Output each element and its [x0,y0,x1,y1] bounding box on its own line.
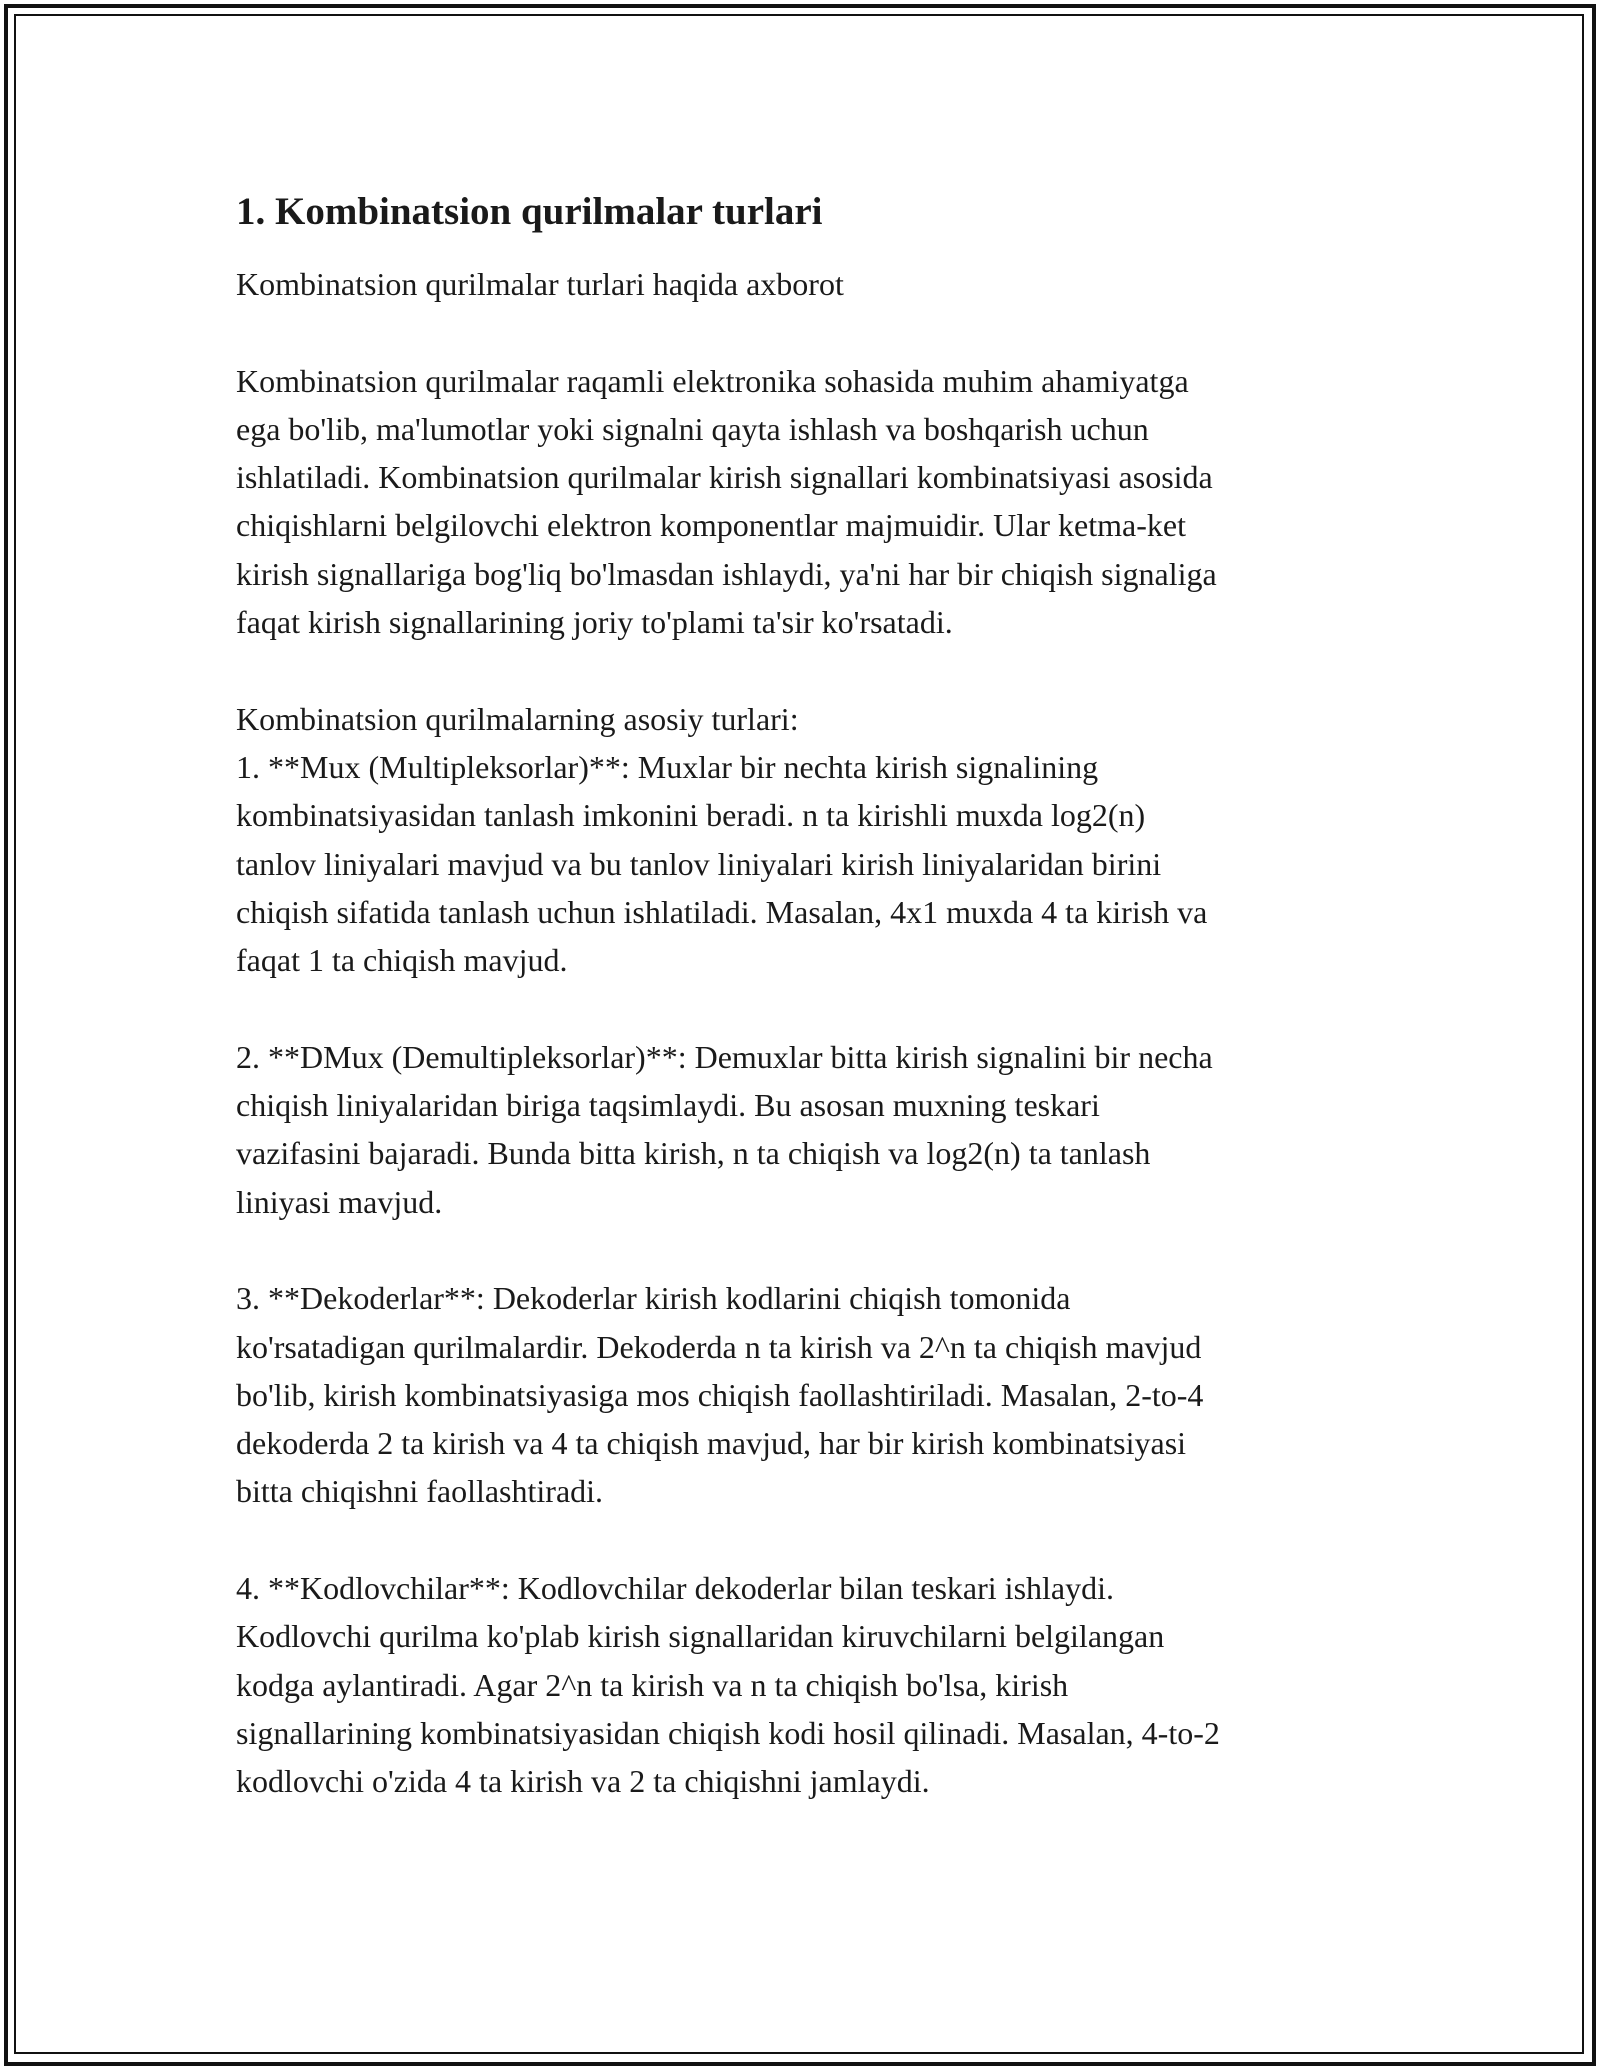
intro-line: faqat kirish signallarining joriy to'plami ta'sir ko'rsatadi. [236,604,953,641]
intro-line: ega bo'lib, ma'lumotlar yoki signalni qayta ishlash va boshqarish uchun [236,410,1149,447]
item-decoders-line: ko'rsatadigan qurilmalardir. Dekoderda n ta kirish va 2^n ta chiqish mavjud [236,1328,1202,1365]
document-subtitle [236,260,1386,308]
intro-line: ishlatiladi. Kombinatsion qurilmalar kirish signallari kombinatsiyasi asosida [236,459,1213,496]
subtitle-line: Kombinatsion qurilmalar turlari haqida axborot [236,266,844,302]
item-dmux-line: chiqish liniyalaridan biriga taqsimlaydi. Bu asosan muxning teskari [236,1087,1100,1124]
item-mux [236,743,1386,984]
item-decoders-line: bitta chiqishni faollashtiradi. [236,1473,604,1510]
types-heading-line: Kombinatsion qurilmalarning asosiy turlari: [236,700,799,737]
item-mux-line: kombinatsiyasidan tanlash imkonini beradi. n ta kirishli muxda log2(n) [236,797,1146,834]
item-dmux [236,1033,1386,1226]
item-decoders-line: dekoderda 2 ta kirish va 4 ta chiqish mavjud, har bir kirish kombinatsiyasi [236,1425,1187,1462]
intro-paragraph [236,357,1386,647]
intro-line: Kombinatsion qurilmalar raqamli elektronika sohasida muhim ahamiyatga [236,362,1189,399]
item-mux-line: 1. **Mux (Multipleksorlar)**: Muxlar bir nechta kirish signalining [236,748,1099,785]
item-dmux-line: vazifasini bajaradi. Bunda bitta kirish, n ta chiqish va log2(n) ta tanlash [236,1135,1151,1172]
item-mux-line: tanlov liniyalari mavjud va bu tanlov liniyalari kirish liniyalaridan birini [236,845,1162,882]
item-mux-line: chiqish sifatida tanlash uchun ishlatiladi. Masalan, 4x1 muxda 4 ta kirish va [236,893,1208,930]
item-dmux-line: 2. **DMux (Demultipleksorlar)**: Demuxlar bitta kirish signalini bir necha [236,1038,1213,1075]
document-body [236,186,1386,1806]
item-encoders-line: signallarining kombinatsiyasidan chiqish kodi hosil qilinadi. Masalan, 4-to-2 [236,1714,1220,1751]
item-encoders-line: 4. **Kodlovchilar**: Kodlovchilar dekoderlar bilan teskari ishlaydi. [236,1570,1114,1607]
document-title: 1. Kombinatsion qurilmalar turlari [236,190,823,233]
item-decoders [236,1274,1386,1515]
intro-line: kirish signallariga bog'liq bo'lmasdan ishlaydi, ya'ni har bir chiqish signaliga [236,555,1217,592]
item-encoders [236,1564,1386,1805]
item-mux-line: faqat 1 ta chiqish mavjud. [236,942,568,979]
types-heading [236,695,1386,743]
item-encoders-line: kodlovchi o'zida 4 ta kirish va 2 ta chiqishni jamlaydi. [236,1763,930,1800]
item-decoders-line: 3. **Dekoderlar**: Dekoderlar kirish kodlarini chiqish tomonida [236,1280,1071,1317]
item-encoders-line: Kodlovchi qurilma ko'plab kirish signallaridan kiruvchilarni belgilangan [236,1618,1165,1655]
item-dmux-line: liniyasi mavjud. [236,1183,443,1220]
item-decoders-line: bo'lib, kirish kombinatsiyasiga mos chiqish faollashtiriladi. Masalan, 2-to-4 [236,1376,1204,1413]
item-encoders-line: kodga aylantiradi. Agar 2^n ta kirish va n ta chiqish bo'lsa, kirish [236,1666,1069,1703]
intro-line: chiqishlarni belgilovchi elektron komponentlar majmuidir. Ular ketma-ket [236,507,1186,544]
